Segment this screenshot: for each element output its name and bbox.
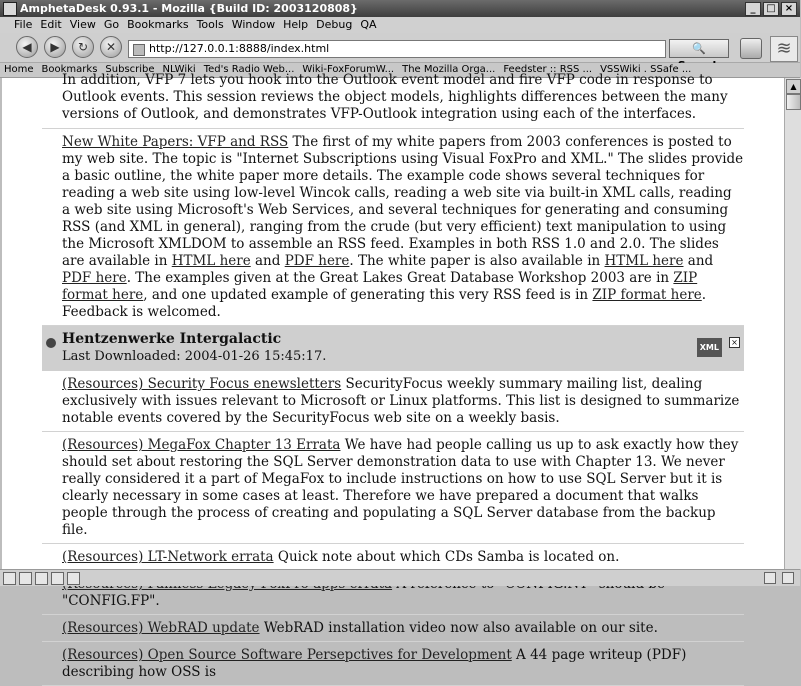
back-button[interactable]: ◀ <box>16 36 38 58</box>
menu-tools[interactable]: Tools <box>196 18 224 31</box>
navigation-toolbar <box>0 33 800 63</box>
item-description: "CONFIG.FP". <box>62 593 160 609</box>
bookmark-nlwiki[interactable]: NLWiki <box>162 64 196 75</box>
app-icon <box>3 2 17 16</box>
item-link[interactable]: (Resources) Open Source Software Persepctives for Development <box>62 647 512 663</box>
list-item <box>42 544 744 571</box>
channel-last-downloaded: Last Downloaded: 2004-01-26 15:45:17. <box>62 349 327 364</box>
text-fragment: , and one updated example of generating this very RSS feed is in <box>143 287 593 303</box>
close-window-button[interactable]: × <box>781 2 797 16</box>
zip-link[interactable]: ZIP format here <box>62 270 698 303</box>
scroll-thumb[interactable] <box>786 94 801 110</box>
throbber-icon[interactable]: ≋ <box>770 36 798 62</box>
channel-title: Hentzenwerke Intergalactic <box>62 331 282 347</box>
url-text: http://127.0.0.1:8888/index.html <box>149 42 330 55</box>
item-link[interactable]: (Resources) WebRAD update <box>62 620 260 636</box>
item-description: SecurityFocus weekly summary mailing list, dealing exclusively with issues relevant to Microsoft or Linux platforms. This list is designed to summarize notable events covered by the SecurityFocus web site on a weekly basis. <box>62 376 740 426</box>
channel-header <box>42 326 744 371</box>
title-bar <box>0 0 800 17</box>
bookmark-vsswiki[interactable]: VSSWiki . SSafe ... <box>600 64 692 75</box>
list-item <box>42 432 744 544</box>
menu-bookmarks[interactable]: Bookmarks <box>127 18 189 31</box>
item-link[interactable]: (Resources) Security Focus enewsletters <box>62 376 342 392</box>
online-status-icon <box>764 572 776 584</box>
text-fragment: . The white paper is also available in <box>349 253 605 269</box>
item-description: In addition, VFP 7 lets you hook into the Outlook event model and fire VFP code in response to Outlook events. This session reviews the object models, highlights differences between the many versions of Outlook, and demonstrates VFP-Outlook integration using each of the interfaces. <box>62 72 728 122</box>
bookmark-teds-radio[interactable]: Ted's Radio Web... <box>203 64 295 75</box>
status-bar <box>0 569 800 586</box>
page-viewport[interactable] <box>2 72 784 680</box>
item-description: The first of my white papers from 2003 conferences is posted to my web site. The topic is "Internet Subscriptions using Visual FoxPro and XML." The slides provide a basic outline, the white paper more details. The example code shows several techniques for reading a web site using low-level Wincok calls, reading a web site via built-in XML calls, reading a web site using Microsoft's Web Services, and several techniques for generating and consuming RSS (and XML in general), ranging from the crude (but very efficient) text manipulation to using the Microsoft XMLDOM to assemble an RSS feed. Examples in both RSS 1.0 and 2.0. The slides are available in <box>62 134 744 269</box>
search-button[interactable] <box>669 39 729 58</box>
html-link[interactable]: HTML here <box>604 253 684 269</box>
bookmark-mozilla-org[interactable]: The Mozilla Orga... <box>402 64 496 75</box>
channel-icon <box>46 338 56 348</box>
menu-help[interactable]: Help <box>283 18 309 31</box>
text-fragment: . The examples given at the Great Lakes Great Database Workshop 2003 are in <box>126 270 674 286</box>
list-item <box>42 615 744 642</box>
text-fragment: . Feedback is welcomed. <box>62 287 707 320</box>
text-fragment: and <box>683 253 714 269</box>
bookmark-bookmarks[interactable]: Bookmarks <box>41 64 98 75</box>
scroll-up-icon[interactable]: ▲ <box>786 79 801 94</box>
text-fragment: and <box>250 253 285 269</box>
menu-view[interactable]: View <box>69 18 96 31</box>
search-icon: 🔍 <box>692 42 706 55</box>
bookmark-wiki-foxforum[interactable]: Wiki-FoxForumW... <box>302 64 395 75</box>
url-field[interactable] <box>128 40 666 58</box>
zip-link[interactable]: ZIP format here <box>592 287 702 303</box>
mail-icon[interactable] <box>19 572 32 585</box>
list-item <box>42 71 744 129</box>
item-description: Quick note about which CDs Samba is located on. <box>273 549 620 565</box>
item-description: A 44 page writeup (PDF) describing how OSS is <box>62 647 687 680</box>
navigator-icon[interactable] <box>3 572 16 585</box>
vertical-scrollbar[interactable] <box>784 78 801 569</box>
composer-icon[interactable] <box>35 572 48 585</box>
xml-feed-icon[interactable]: XML <box>697 338 722 357</box>
bookmark-feedster[interactable]: Feedster :: RSS ... <box>503 64 593 75</box>
minimize-button[interactable]: _ <box>745 2 761 16</box>
chat-icon[interactable] <box>51 572 64 585</box>
item-link[interactable]: (Resources) MegaFox Chapter 13 Errata <box>62 437 341 453</box>
item-description: WebRAD installation video now also available on our site. <box>259 620 658 636</box>
menu-window[interactable]: Window <box>231 18 276 31</box>
item-link[interactable]: (Resources) LT-Network errata <box>62 549 274 565</box>
menu-go[interactable]: Go <box>103 18 120 31</box>
list-item <box>42 371 744 432</box>
window-title: AmphetaDesk 0.93.1 - Mozilla {Build ID: 2003120808} <box>20 2 358 15</box>
item-description: We have had people calling us up to ask exactly how they should set about restoring the SQL Server demonstration data to use with Chapter 13. We never really considered it a part of MegaFox to include instructions on how to use SQL Server but it is clearly necessary in some cases at least. Therefore we have prepared a document that walks people through the process of creating and populating a SQL Server database from the backup file. <box>62 437 739 538</box>
menu-qa[interactable]: QA <box>360 18 377 31</box>
pdf-link[interactable]: PDF here <box>62 270 127 286</box>
list-item <box>42 642 744 686</box>
html-link[interactable]: HTML here <box>171 253 251 269</box>
menu-debug[interactable]: Debug <box>316 18 353 31</box>
menu-file[interactable]: File <box>14 18 33 31</box>
pdf-link[interactable]: PDF here <box>284 253 350 269</box>
menu-bar <box>0 17 800 33</box>
remove-channel-icon[interactable]: × <box>729 337 740 348</box>
stop-button[interactable]: ✕ <box>100 36 122 58</box>
page-icon <box>133 44 145 56</box>
print-icon[interactable] <box>740 38 762 59</box>
list-item <box>42 129 744 326</box>
address-book-icon[interactable] <box>67 572 80 585</box>
reload-button[interactable]: ↻ <box>72 36 94 58</box>
menu-edit[interactable]: Edit <box>40 18 62 31</box>
forward-button[interactable]: ▶ <box>44 36 66 58</box>
bookmark-subscribe[interactable]: Subscribe <box>105 64 155 75</box>
item-link[interactable]: New White Papers: VFP and RSS <box>62 134 289 150</box>
bookmark-home[interactable]: Home <box>4 64 34 75</box>
security-icon <box>782 572 794 584</box>
maximize-button[interactable]: □ <box>763 2 779 16</box>
